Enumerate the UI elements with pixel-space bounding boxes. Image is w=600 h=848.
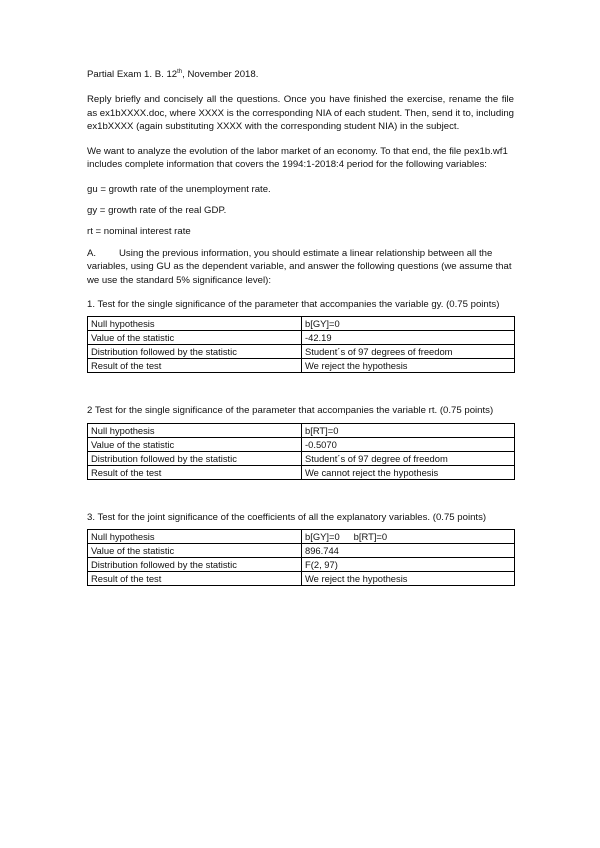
row-label: Null hypothesis bbox=[88, 317, 302, 331]
row-label: Value of the statistic bbox=[88, 437, 302, 451]
table-row bbox=[88, 544, 515, 558]
row-label: Value of the statistic bbox=[88, 331, 302, 345]
row-label: Result of the test bbox=[88, 359, 302, 373]
row-value: 896.744 bbox=[302, 544, 515, 558]
row-label: Distribution followed by the statistic bbox=[88, 345, 302, 359]
table-row bbox=[88, 317, 515, 331]
exam-title bbox=[87, 68, 514, 81]
row-label: Null hypothesis bbox=[88, 423, 302, 437]
row-value: We reject the hypothesis bbox=[302, 572, 515, 586]
row-value: b[GY]=0 bbox=[302, 317, 515, 331]
instructions-paragraph: Reply briefly and concisely all the questions. Once you have finished the exercise, rename the file as ex1bXXXX.doc, where XXXX is the corresponding NIA of each student. Then, send it to, including ex1bXXXX (again substituting XXXX with the corresponding student NIA) in the subject. bbox=[87, 94, 515, 133]
variable-gu: gu = growth rate of the unemployment rate. bbox=[87, 183, 271, 195]
exam-title-suffix: , November 2018. bbox=[182, 69, 259, 80]
table-row bbox=[88, 423, 515, 437]
table-row bbox=[88, 572, 515, 586]
row-value-part-1: b[GY]=0 bbox=[305, 531, 340, 543]
exam-page bbox=[87, 62, 514, 617]
question-1-table bbox=[87, 316, 515, 373]
table-row bbox=[88, 437, 515, 451]
variable-rt: rt = nominal interest rate bbox=[87, 226, 191, 238]
row-value: -42.19 bbox=[302, 331, 515, 345]
row-label: Result of the test bbox=[88, 572, 302, 586]
row-label: Null hypothesis bbox=[88, 530, 302, 544]
table-row bbox=[88, 465, 515, 479]
section-a-paragraph bbox=[87, 247, 514, 287]
row-value-part-2: b[RT]=0 bbox=[353, 531, 388, 543]
question-3-table bbox=[87, 529, 515, 586]
exam-title-prefix: Partial Exam 1. B. 12 bbox=[87, 69, 178, 80]
table-row bbox=[88, 558, 515, 572]
row-value: b[RT]=0 bbox=[302, 423, 515, 437]
row-value: Student´s of 97 degree of freedom bbox=[302, 451, 515, 465]
table-row bbox=[88, 530, 515, 544]
question-1-text: 1. Test for the single significance of the parameter that accompanies the variable gy. (0.75 points) bbox=[87, 299, 500, 311]
row-label: Distribution followed by the statistic bbox=[88, 558, 302, 572]
question-2-table bbox=[87, 423, 515, 480]
row-label: Value of the statistic bbox=[88, 544, 302, 558]
exam-title-sup: th bbox=[177, 69, 183, 75]
variable-gy: gy = growth rate of the real GDP. bbox=[87, 204, 227, 216]
table-row bbox=[88, 359, 515, 373]
table-row bbox=[88, 345, 515, 359]
table-row bbox=[88, 451, 515, 465]
question-3-text: 3. Test for the joint significance of the coefficients of all the explanatory variables. (0.75 points) bbox=[87, 511, 487, 523]
row-value: Student´s of 97 degrees of freedom bbox=[302, 345, 515, 359]
row-value: We cannot reject the hypothesis bbox=[302, 465, 515, 479]
row-label: Distribution followed by the statistic bbox=[88, 451, 302, 465]
table-row bbox=[88, 331, 515, 345]
question-2-text: 2 Test for the single significance of the parameter that accompanies the variable rt. (0.75 points) bbox=[87, 405, 494, 417]
section-a-label: A. bbox=[87, 247, 97, 259]
intro-paragraph: We want to analyze the evolution of the labor market of an economy. To that end, the file pex1b.wf1 includes complete information that covers the 1994:1-2018:4 period for the following variables: bbox=[87, 145, 508, 171]
row-value: F(2, 97) bbox=[302, 558, 515, 572]
section-a-text: Using the previous information, you should estimate a linear relationship between all the variables, using GU as the dependent variable, and answer the following questions (we assume that we use the standard 5% significance level): bbox=[87, 247, 512, 286]
row-value bbox=[302, 530, 515, 544]
row-value: -0.5070 bbox=[302, 437, 515, 451]
row-value: We reject the hypothesis bbox=[302, 359, 515, 373]
row-label: Result of the test bbox=[88, 465, 302, 479]
